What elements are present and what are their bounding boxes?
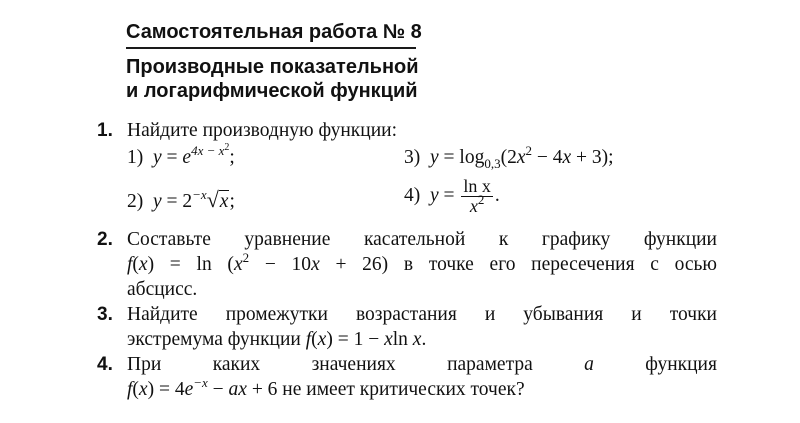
math-part: экстремума функции [127,329,306,350]
math-func: f [127,254,133,275]
math-var: y [153,191,162,212]
math-tail: + 3); [571,147,614,168]
math-part: + 6 не имеет критических точек? [246,379,525,400]
math-part: ( [132,254,139,275]
math-base: e [184,379,194,400]
math-exponent: 4x − x [191,143,225,158]
math-var: x [469,196,478,216]
math-var: x [384,329,393,350]
task-1-item-1 [127,142,235,169]
math-part: ln [392,329,413,350]
math-power: 2 [477,192,485,207]
math-subscript: 0,3 [484,156,501,171]
math-part: . [421,329,427,350]
math-var: x [412,329,422,350]
math-op: = [438,147,460,168]
task-line [127,327,717,352]
fraction-denominator [461,192,493,216]
math-var: x [317,329,327,350]
task-line: Найдите промежутки возрастания и убывания и точки [127,304,717,325]
math-part: (2 [500,147,517,168]
task-number: 2. [97,229,113,250]
math-var: a [584,354,594,375]
math-exponent: −x [193,375,208,390]
math-power: 2 [224,142,230,153]
task-line [127,377,717,402]
task-1 [97,118,717,143]
math-part: ( [132,379,139,400]
word: каких [212,354,261,375]
topic-line-1: Производные показательной [126,56,419,78]
math-var: x [562,147,572,168]
task-line: Составьте уравнение касательной к графику функции [127,229,717,250]
sqrt-sign: √ [206,187,219,212]
task-3 [97,302,717,352]
math-base: e [182,147,192,168]
math-power: 2 [242,250,250,265]
math-var: x [516,147,526,168]
math-func: log [459,147,485,168]
math-tail: ; [229,191,235,212]
math-func: f [127,379,133,400]
task-2 [97,227,717,302]
word: При [127,354,162,375]
item-label: 2) [127,191,144,212]
task-number: 3. [97,304,113,325]
word: параметра [447,354,533,375]
fraction-numerator: ln x [463,176,491,196]
task-number: 4. [97,354,113,375]
math-func: f [305,329,312,350]
item-label: 4) [404,184,421,206]
work-title: Самостоятельная работа № 8 [126,21,422,43]
task-line [127,352,717,377]
task-text: Найдите производную функции: [127,120,398,141]
task-number: 1. [97,120,113,141]
math-var: x [311,254,320,275]
math-var: x [138,254,148,275]
math-radicand: x [219,191,229,212]
math-part: − [207,379,229,400]
math-part: ) = ln ( [147,254,234,275]
task-line: абсцисс. [127,279,198,300]
math-var: y [153,147,162,168]
math-var: y [430,147,439,168]
math-power: 2 [525,143,532,158]
math-part: + 26) в точке его пересечения с осью [319,254,718,275]
math-tail: ; [229,147,235,168]
math-op: = 2 [161,191,193,212]
math-var: ax [228,379,247,400]
task-line [127,252,717,277]
math-op: = [161,147,183,168]
word: функция [645,354,717,375]
worksheet-header [126,20,426,103]
word: значениях [311,354,396,375]
topic-line-2: и логарифмической функций [126,80,418,102]
math-part: ) = 1 − [326,329,385,350]
task-1-item-4 [404,177,500,216]
math-exponent: −x [192,187,207,202]
title-rule [126,47,416,49]
math-var: x [233,254,243,275]
item-label: 3) [404,147,421,168]
task-1-item-3 [404,143,614,171]
math-part: ) = 4 [147,379,185,400]
math-op: = [438,184,460,206]
task-4 [97,352,717,402]
math-part: ( [311,329,318,350]
math-var: x [138,379,148,400]
math-part: − 10 [249,254,312,275]
item-label: 1) [127,147,144,168]
math-tail: . [494,184,500,206]
math-fraction [461,177,493,216]
math-part: − 4 [531,147,563,168]
math-var: y [430,184,439,206]
task-1-item-2 [127,187,235,213]
